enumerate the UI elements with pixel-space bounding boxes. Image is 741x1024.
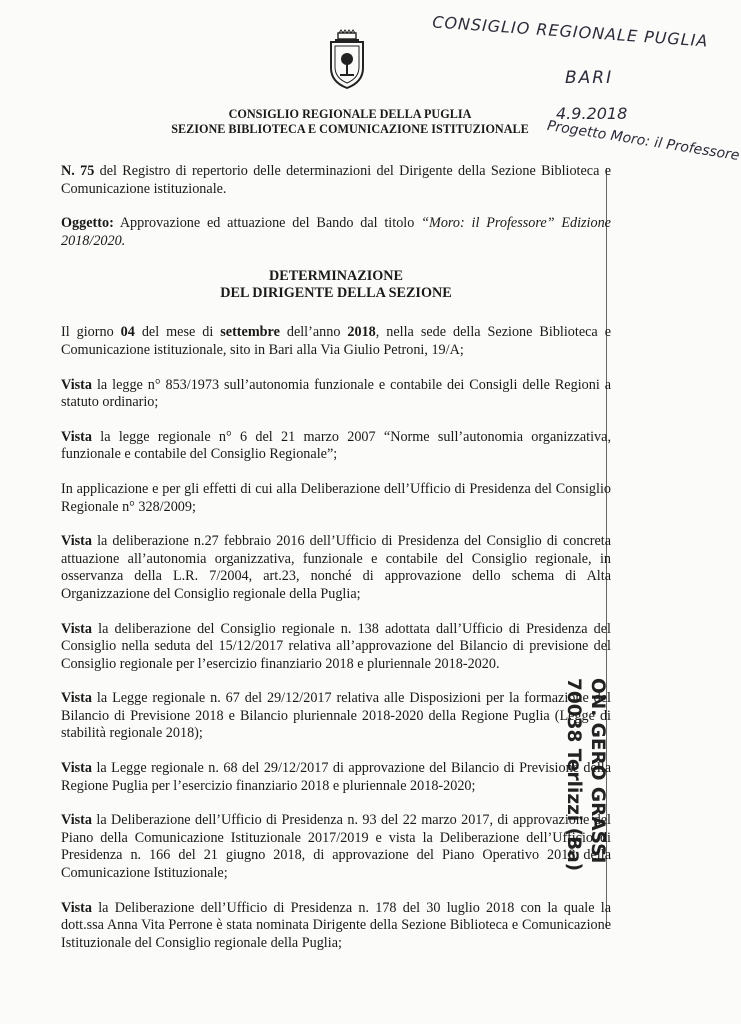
title-line-1: DETERMINAZIONE	[268, 268, 403, 285]
vista-paragraph-3	[61, 533, 611, 603]
vista-text: la Deliberazione dell’Ufficio di Presidenza n. 93 del 22 marzo 2017, di approvazione del Piano della Comunicazione Istituzionale 2017/2019 e vista la Deliberazione dell’Ufficio di Presidenza n. 166 del 21 giugno 2018, di approvazione del Piano Operativo 2018 della Comunicazione Istituzionale;	[61, 812, 611, 882]
date-text-4: , nella sede della Sezione Biblioteca e Comunicazione istituzionale, sito in Bari alla Via Giulio Petroni, 19/A;	[61, 324, 611, 358]
vista-label: Vista	[61, 690, 93, 707]
register-number: N. 75	[61, 163, 95, 179]
stamp-line-1: ON. GERO GRASSI	[587, 678, 608, 864]
vista-label: Vista	[61, 899, 93, 916]
vista-text: la Legge regionale n. 67 del 29/12/2017 relativa alle Disposizioni per la formazione del Bilancio di Previsione 2018 e Bilancio pluriennale 2018-2020 della Regione Puglia (Legge di stabilità regionale 2018);	[61, 690, 611, 742]
vista-text: la deliberazione n.27 febbraio 2016 dell’Ufficio di Presidenza del Consiglio di concreta attuazione all’autonomia organizzativa, funzionale e contabile del Consiglio regionale, in osservanza della L.R. 7/2004, art.23, nonché di approvazione dello schema di Alta Organizzazione del Consiglio regionale della Puglia;	[61, 533, 611, 602]
date-paragraph	[61, 324, 611, 359]
register-paragraph	[61, 163, 611, 198]
determination-title	[61, 268, 611, 302]
vista-text: la legge regionale n° 6 del 21 marzo 2007 “Norme sull’autonomia organizzativa, funzionale e contabile del Consiglio Regionale”;	[61, 428, 611, 463]
title-line-2: DEL DIRIGENTE DELLA SEZIONE	[220, 285, 452, 302]
stamp-line-2: 70038 Terlizzi (Ba)	[563, 678, 584, 872]
date-text-2: del mese di	[134, 324, 221, 341]
handwritten-note-4: Progetto Moro: il Professore	[545, 117, 741, 165]
date-month: settembre	[220, 324, 280, 341]
vista-paragraph-5	[61, 690, 611, 743]
subject-title: “Moro: il Professore” Edizione 2018/2020.	[61, 215, 611, 249]
subject-label: Oggetto:	[61, 215, 114, 232]
header-line-2: SEZIONE BIBLIOTECA E COMUNICAZIONE ISTITUZIONALE	[171, 122, 529, 136]
vista-text: la deliberazione del Consiglio regionale n. 138 adottata dall’Ufficio di Presidenza del Consiglio nella seduta del 15/12/2017 relativa all’approvazione del Bilancio di previsione del Consiglio regionale per l’esercizio finanziario 2018 e pluriennale 2018-2020.	[61, 620, 611, 672]
vista-label: Vista	[61, 812, 93, 829]
date-year: 2018	[347, 324, 376, 341]
vista-paragraph-8	[61, 900, 611, 953]
vista-paragraph-1	[61, 377, 611, 412]
vista-text: la legge n° 853/1973 sull’autonomia funzionale e contabile dei Consigli delle Regioni a statuto ordinario;	[61, 376, 611, 411]
regional-crest-logo	[327, 32, 367, 90]
document-header	[150, 107, 550, 137]
vista-paragraph-7	[61, 812, 611, 882]
vista-paragraph-4	[61, 621, 611, 674]
date-text-1: Il giorno	[61, 324, 121, 341]
date-day: 04	[120, 324, 135, 341]
date-text-3: dell’anno	[279, 324, 348, 341]
header-line-1: CONSIGLIO REGIONALE DELLA PUGLIA	[228, 107, 472, 121]
handwritten-note-2: BARI	[565, 68, 614, 88]
register-text: del Registro di repertorio delle determinazioni del Dirigente della Sezione Biblioteca e Comunicazione istituzionale.	[61, 163, 611, 197]
vista-text: la Legge regionale n. 68 del 29/12/2017 di approvazione del Bilancio di Previsione della Regione Puglia per l’esercizio finanziario 2018 e pluriennale 2018-2020;	[61, 760, 611, 794]
vista-text: la Deliberazione dell’Ufficio di Presidenza n. 178 del 30 luglio 2018 con la quale la dott.ssa Anna Vita Perrone è stata nominata Dirigente della Sezione Biblioteca e Comunicazione Istituzionale del Consiglio regionale della Puglia;	[61, 899, 611, 951]
subject-text: Approvazione ed attuazione del Bando dal titolo	[113, 215, 422, 232]
vista-label: Vista	[61, 428, 93, 445]
handwritten-note-1: CONSIGLIO REGIONALE PUGLIA	[431, 12, 709, 51]
handwritten-note-3: 4.9.2018	[556, 104, 628, 123]
subject-paragraph	[61, 215, 611, 250]
document-body	[61, 163, 611, 969]
vista-label: Vista	[61, 620, 93, 637]
vista-paragraph-6	[61, 760, 611, 795]
vista-paragraph-2	[61, 429, 611, 464]
vista-label: Vista	[61, 533, 93, 550]
vista-label: Vista	[61, 376, 93, 393]
vista-label: Vista	[61, 760, 93, 777]
applicazione-paragraph: In applicazione e per gli effetti di cui alla Deliberazione dell’Ufficio di Presidenza del Consiglio Regionale n° 328/2009;	[61, 480, 611, 515]
